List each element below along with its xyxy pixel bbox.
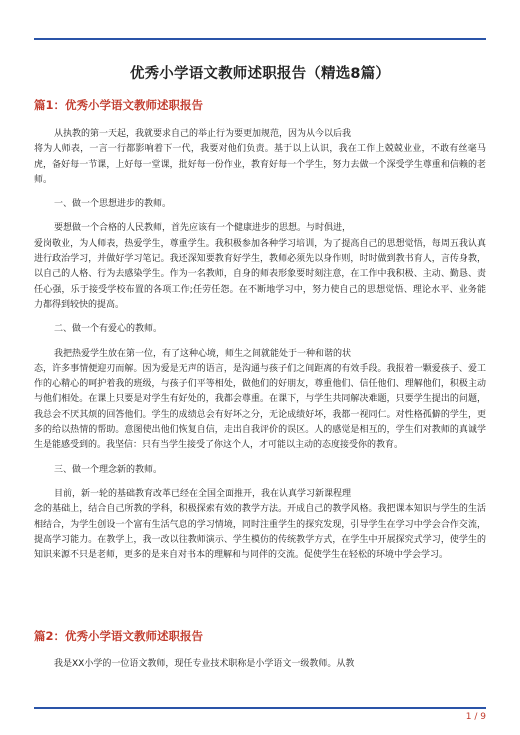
paragraph: 我是XX小学的一位语文教师，现任专业技术职称是小学语文一级教师。从教 <box>54 659 355 669</box>
paragraph: 要想做一个合格的人民教师，首先应该有一个健康进步的思想。与时俱进， <box>54 223 352 234</box>
paragraph: 态，许多事情便迎刃而解。因为爱是无声的语言，是沟通与孩子们之间距离的有效手段。我报着一颗爱孩子、爱工作的心精心的呵护着我的班级，与孩子们平等相处，做他们的好朋友，尊重他们、信任他们、理解他们，积极主动与他们相处。在课上只要是对学生有好处的，我都会尊重。在课下，与学生共同解决难题，只要学生提出的问题，我总会不厌其烦的回答他们。学生的成绩总会有好坏之分，无论成绩好坏，我都一视同仁。对性格孤僻的学生，更多的给以热情的帮助。意图使出他们恢复自信，走出自我评价的误区。人的感觉是相互的，学生们对教师的真诚学生是能感受到的。我坚信：只有当学生接受了你这个人，才可能以主动的态度接受你的教育。 <box>34 363 486 451</box>
paragraph: 将为人师表，一言一行都影响着下一代，我要对他们负责。基于以上认识，我在工作上兢兢业业，不敢有丝毫马虎，备好每一节课，上好每一堂课，批好每一份作业，教育好每一个学生，努力去做一个深受学生尊重和信赖的老师。 <box>34 144 486 185</box>
paragraph: 爱岗敬业，为人师表，热爱学生，尊重学生。我积极参加各种学习培训，为了提高自己的思想觉悟，每周五我认真进行政治学习，并做好学习笔记。我还深知要教育好学生，教师必须先以身作则，时时做到教书育人，言传身教，以自己的人格、行为去感染学生。作为一名教师，自身的师表形象要时刻注意，在工作中我积极、主动、勤恳、责任心强，乐于接受学校布置的各项工作;任劳任怨。在不断地学习中，努力使自己的思想觉悟、理论水平、业务能力都得到较快的提高。 <box>34 238 486 310</box>
section-2-body <box>34 657 486 672</box>
paragraph: 我把热爱学生放在第一位，有了这种心境，师生之间就能处于一种和谐的状 <box>54 348 352 359</box>
paragraph: 念的基础上，结合自己所教的学科，积极探索有效的教学方法。开成自己的教学风格。我把课本知识与学生的生活相结合，为学生创设一个富有生活气息的学习情境，同时注重学生的探究发现，引导学生在学习中学会合作交流，提高学习能力。在教学上，我一改以往教师演示、学生模仿的传统教学方式，在学生中开展探究式学习，使学生的知识来源不只是老师，更多的是来自对书本的理解和与同伴的交流。促使学生在轻松的环境中学会学习。 <box>34 504 486 561</box>
document-title: 优秀小学语文教师述职报告（精选8篇） <box>129 66 391 82</box>
section-1-body <box>34 127 486 563</box>
paragraph: 从执教的第一天起，我就要求自己的举止行为要更加规范，因为从今以后我 <box>54 129 352 139</box>
footer-rule <box>34 707 486 709</box>
section-2-heading: 篇2：优秀小学语文教师述职报告 <box>34 629 203 643</box>
page-number: 1 / 9 <box>465 712 486 722</box>
subheading: 二、做一个有爱心的教师。 <box>54 324 163 335</box>
subheading: 三、做一个理念新的教师。 <box>54 464 163 475</box>
subheading: 一、做一个思想进步的教师。 <box>54 199 172 210</box>
section-1-heading: 篇1：优秀小学语文教师述职报告 <box>34 98 203 112</box>
paragraph: 目前，新一轮的基础教育改革已经在全国全面推开，我在认真学习新课程理 <box>54 488 352 499</box>
header-rule <box>34 38 486 40</box>
